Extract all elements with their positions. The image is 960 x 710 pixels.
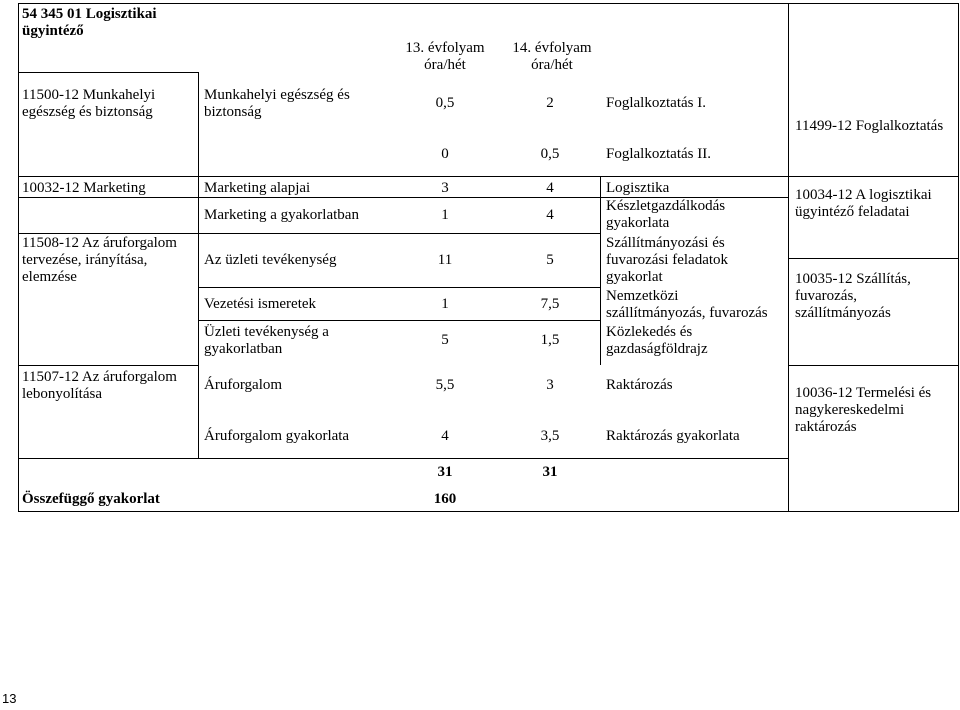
rule-sub-1 <box>198 233 600 234</box>
total-year14: 31 <box>542 464 558 480</box>
header-year14: 14. évfolyam <box>512 40 592 56</box>
border-top <box>18 3 959 4</box>
total-year13: 31 <box>437 464 453 480</box>
module-10036-line3: raktározás <box>795 419 857 435</box>
border-left <box>18 3 19 512</box>
subject-vezetesi-ismeretek: Vezetési ismeretek <box>204 296 317 312</box>
subject-szallitmanyozasi: Szállítmányozási és <box>606 235 725 251</box>
module-11508-line3: elemzése <box>22 269 77 285</box>
rule-after-employment <box>18 176 959 177</box>
rule-sub-3 <box>198 320 600 321</box>
value-13: 0,5 <box>435 95 455 111</box>
header-year13-unit: óra/hét <box>424 57 466 73</box>
rule-right-1 <box>788 258 958 259</box>
value-13: 4 <box>441 428 449 444</box>
value-13: 5,5 <box>435 377 455 393</box>
rule-sub-2 <box>198 287 600 288</box>
value-14: 5 <box>546 252 554 268</box>
value-14: 3,5 <box>540 428 560 444</box>
module-10032: 10032-12 Marketing <box>22 180 146 196</box>
header-year14-unit: óra/hét <box>531 57 573 73</box>
module-10034-line2: ügyintéző feladatai <box>795 204 910 220</box>
module-10035-line2: fuvarozás, <box>795 288 858 304</box>
value-14: 4 <box>546 180 554 196</box>
value-14: 3 <box>546 377 554 393</box>
border-right <box>958 3 959 512</box>
osszefuggo-gyakorlat-value: 160 <box>433 491 457 507</box>
qualification-name: ügyintéző <box>22 23 84 39</box>
subject-nemzetkozi: Nemzetközi <box>606 288 679 304</box>
qualification-code: 54 345 01 Logisztikai <box>22 6 157 22</box>
rule-col1-top <box>198 72 199 176</box>
subject-aruforgalom-gyakorlata: Áruforgalom gyakorlata <box>204 428 350 444</box>
osszefuggo-gyakorlat-label: Összefüggő gyakorlat <box>22 491 160 507</box>
subject-munkahelyi-line2: biztonság <box>204 104 262 120</box>
rule-right-2 <box>788 365 958 366</box>
subject-nemzetkozi-line2: szállítmányozás, fuvarozás <box>606 305 768 321</box>
subject-logisztika: Logisztika <box>606 180 670 196</box>
subject-raktarozas-gyakorlata: Raktározás gyakorlata <box>606 428 740 444</box>
module-10036: 10036-12 Termelési és <box>795 385 932 401</box>
value-14: 7,5 <box>540 296 560 312</box>
subject-raktarozas: Raktározás <box>606 377 673 393</box>
subject-marketing-gyakorlatban: Marketing a gyakorlatban <box>204 207 359 223</box>
value-14: 0,5 <box>540 146 560 162</box>
rule-col-module-top <box>788 3 789 176</box>
module-10034: 10034-12 A logisztikai <box>795 187 932 203</box>
rule-header <box>18 72 198 73</box>
value-14: 2 <box>546 95 554 111</box>
value-13: 5 <box>441 332 449 348</box>
rule-col1-low <box>198 365 199 458</box>
rule-col1-mid <box>198 176 199 365</box>
subject-foglalkoztatas-1: Foglalkoztatás I. <box>606 95 706 111</box>
rule-col-module <box>788 176 789 511</box>
rule-totals <box>18 458 788 459</box>
subject-munkahelyi: Munkahelyi egészség és <box>204 87 350 103</box>
module-10035-line3: szállítmányozás <box>795 305 891 321</box>
subject-kozlekedes: Közlekedés és <box>606 324 693 340</box>
value-14: 1,5 <box>540 332 560 348</box>
header-year13: 13. évfolyam <box>405 40 485 56</box>
value-13: 11 <box>437 252 453 268</box>
module-11507: 11507-12 Az áruforgalom <box>22 369 177 385</box>
rule-left-2 <box>18 365 198 366</box>
module-11500: 11500-12 Munkahelyi <box>22 87 156 103</box>
value-13: 3 <box>441 180 449 196</box>
subject-marketing-alapjai: Marketing alapjai <box>204 180 311 196</box>
value-14: 4 <box>546 207 554 223</box>
module-11500-line2: egészség és biztonság <box>22 104 153 120</box>
subject-uzleti-gyakorlatban: Üzleti tevékenység a <box>204 324 329 340</box>
page-number: 13 <box>2 691 17 706</box>
subject-foglalkoztatas-2: Foglalkoztatás II. <box>606 146 711 162</box>
value-13: 0 <box>441 146 449 162</box>
module-11508: 11508-12 Az áruforgalom <box>22 235 177 251</box>
subject-uzleti-gyakorlatban-line2: gyakorlatban <box>204 341 283 357</box>
module-11499: 11499-12 Foglalkoztatás <box>795 118 944 134</box>
subject-keszletgazdalkodas-line2: gyakorlata <box>606 215 670 231</box>
value-13: 1 <box>441 296 449 312</box>
subject-aruforgalom: Áruforgalom <box>204 377 283 393</box>
module-10036-line2: nagykereskedelmi <box>795 402 905 418</box>
subject-uzleti-tevekenyseg: Az üzleti tevékenység <box>204 252 337 268</box>
subject-szallitmanyozasi-line2: fuvarozási feladatok <box>606 252 729 268</box>
rule-col-subject-mid <box>600 176 601 365</box>
subject-szallitmanyozasi-line3: gyakorlat <box>606 269 663 285</box>
module-11507-line2: lebonyolítása <box>22 386 102 402</box>
module-10035: 10035-12 Szállítás, <box>795 271 911 287</box>
rule-left-1 <box>18 233 198 234</box>
border-bottom <box>18 511 959 512</box>
module-11508-line2: tervezése, irányítása, <box>22 252 148 268</box>
value-13: 1 <box>441 207 449 223</box>
subject-keszletgazdalkodas: Készletgazdálkodás <box>606 198 726 214</box>
subject-kozlekedes-line2: gazdaságföldrajz <box>606 341 708 357</box>
